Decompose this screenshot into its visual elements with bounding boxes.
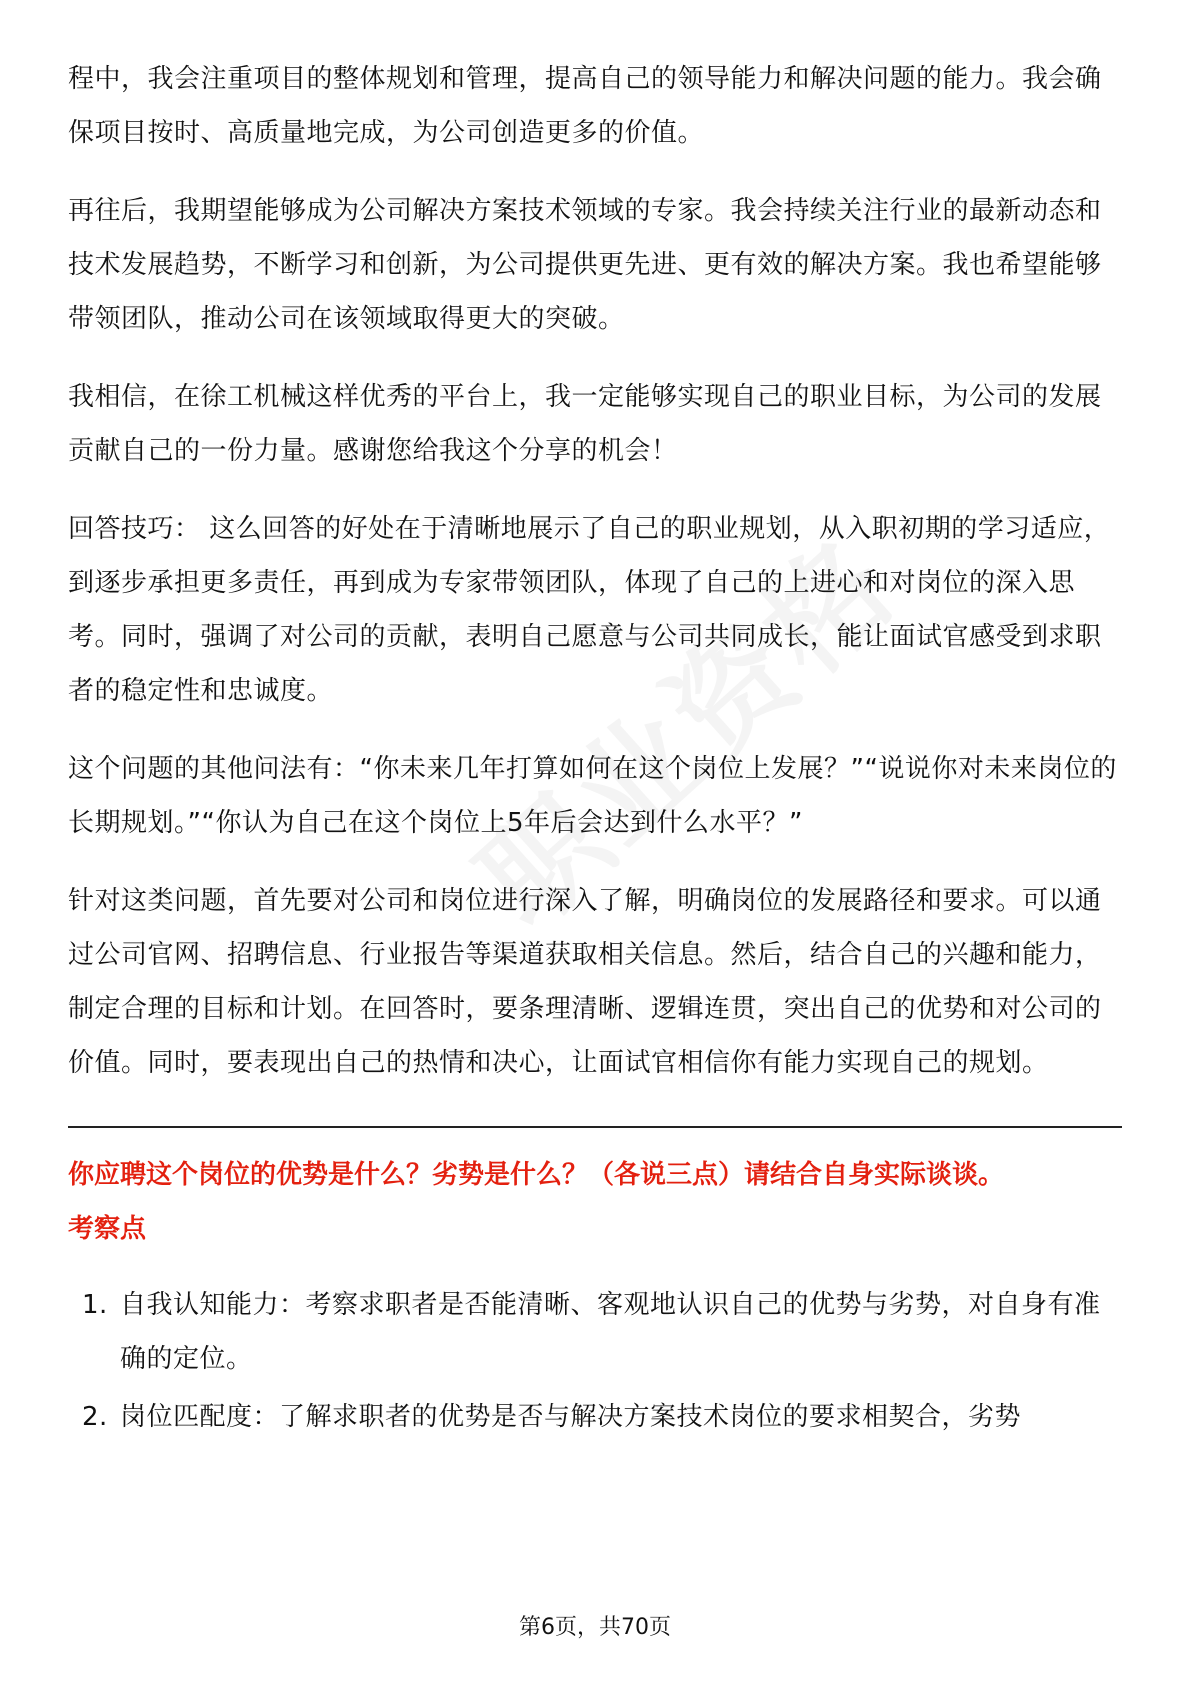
paragraph-answer-tips: 回答技巧： 这么回答的好处在于清晰地展示了自己的职业规划，从入职初期的学习适应，到逐步承担更多责任，再到成为专家带领团队，体现了自己的上进心和对岗位的深入思考。同时，强调了对公司的贡献，表明自己愿意与公司共同成长，能让面试官感受到求职者的稳定性和忠诚度。 bbox=[68, 514, 1111, 706]
list-item bbox=[68, 1278, 1122, 1386]
paragraph-1: 程中，我会注重项目的整体规划和管理，提高自己的领导能力和解决问题的能力。我会确保项目按时、高质量地完成，为公司创造更多的价值。 bbox=[68, 64, 1102, 148]
section-label: 考察点 bbox=[68, 1214, 147, 1244]
document-page bbox=[68, 52, 1122, 1448]
paragraph-alt-questions: 这个问题的其他问法有：“你未来几年打算如何在这个岗位上发展？”“说说你对未来岗位的长期规划。”“你认为自己在这个岗位上5年后会达到什么水平？” bbox=[68, 754, 1117, 838]
list-text: 自我认知能力：考察求职者是否能清晰、客观地认识自己的优势与劣势，对自身有准确的定位。 bbox=[120, 1290, 1101, 1374]
list-number: 2. bbox=[82, 1402, 108, 1432]
page-footer: 第6页，共70页 bbox=[519, 1615, 671, 1640]
list-text: 岗位匹配度：了解求职者的优势是否与解决方案技术岗位的要求相契合，劣势 bbox=[120, 1402, 1022, 1432]
criteria-list bbox=[68, 1278, 1122, 1444]
list-number: 1. bbox=[82, 1290, 108, 1320]
paragraph-2: 再往后，我期望能够成为公司解决方案技术领域的专家。我会持续关注行业的最新动态和技术发展趋势，不断学习和创新，为公司提供更先进、更有效的解决方案。我也希望能够带领团队，推动公司在该领域取得更大的突破。 bbox=[68, 196, 1102, 334]
paragraph-strategy: 针对这类问题，首先要对公司和岗位进行深入了解，明确岗位的发展路径和要求。可以通过公司官网、招聘信息、行业报告等渠道获取相关信息。然后，结合自己的兴趣和能力，制定合理的目标和计划。在回答时，要条理清晰、逻辑连贯，突出自己的优势和对公司的价值。同时，要表现出自己的热情和决心，让面试官相信你有能力实现自己的规划。 bbox=[68, 886, 1102, 1078]
paragraph-3: 我相信，在徐工机械这样优秀的平台上，我一定能够实现自己的职业目标，为公司的发展贡献自己的一份力量。感谢您给我这个分享的机会！ bbox=[68, 382, 1102, 466]
list-item bbox=[68, 1390, 1122, 1444]
section-divider bbox=[68, 1126, 1122, 1128]
question-heading: 你应聘这个岗位的优势是什么？劣势是什么？（各说三点）请结合自身实际谈谈。 bbox=[68, 1160, 1005, 1190]
